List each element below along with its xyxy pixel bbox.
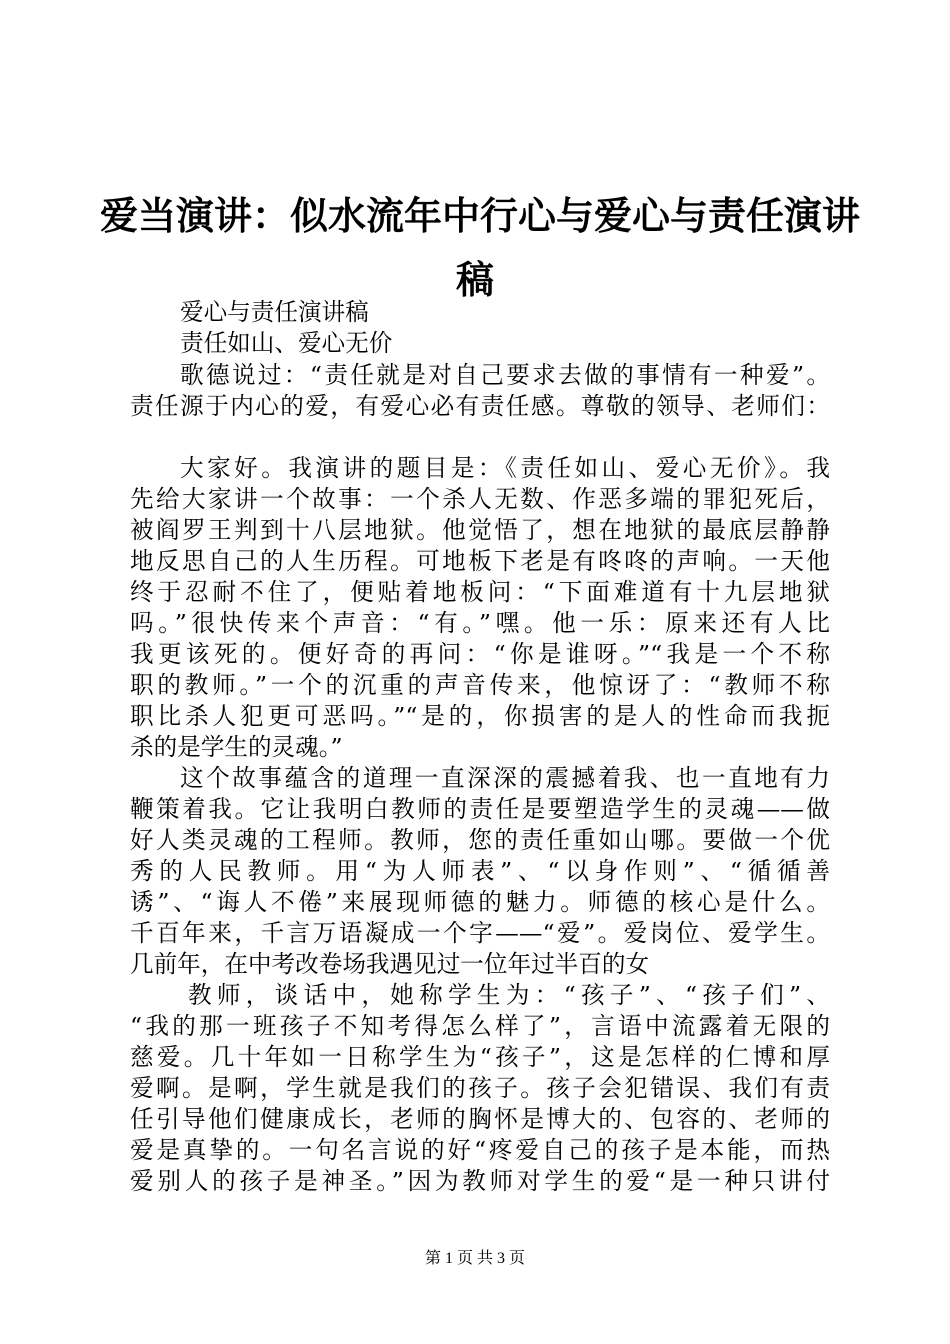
paragraph-line: 千百年来，千言万语凝成一个字——“爱”。爱岗位、爱学生。	[130, 919, 830, 947]
paragraph-line: 先给大家讲一个故事：一个杀人无数、作恶多端的罪犯死后，	[130, 485, 830, 513]
paragraph-line: 爱心与责任演讲稿	[180, 298, 369, 326]
paragraph-line: “我的那一班孩子不知考得怎么样了”，言语中流露着无限的	[130, 1012, 830, 1040]
paragraph-line: 歌德说过：“责任就是对自己要求去做的事情有一种爱”。	[180, 361, 830, 389]
paragraph-line: 吗。”很快传来个声音：“有。”嘿。他一乐：原来还有人比	[130, 609, 830, 637]
document-title	[100, 184, 861, 312]
paragraph-line: 大家好。我演讲的题目是：《责任如山、爱心无价》。我	[180, 454, 830, 482]
paragraph-line: 慈爱。几十年如一日称学生为“孩子”，这是怎样的仁博和厚	[130, 1043, 830, 1071]
paragraph-line: 责任源于内心的爱，有爱心必有责任感。尊敬的领导、老师们：	[130, 392, 830, 420]
paragraph-line: 诱”、“诲人不倦”来展现师德的魅力。师德的核心是什么。	[130, 888, 830, 916]
paragraph-line: 好人类灵魂的工程师。教师，您的责任重如山哪。要做一个优	[130, 826, 830, 854]
paragraph-line: 秀的人民教师。用“为人师表”、“以身作则”、“循循善	[130, 857, 830, 885]
paragraph-line: 终于忍耐不住了，便贴着地板问：“下面难道有十九层地狱	[130, 578, 830, 606]
paragraph-line: 地反思自己的人生历程。可地板下老是有咚咚的声响。一天他	[130, 547, 830, 575]
paragraph-line: 教师，谈话中，她称学生为：“孩子”、“孩子们”、	[188, 981, 830, 1009]
paragraph-line: 爱是真挚的。一句名言说的好“疼爱自己的孩子是本能，而热	[130, 1136, 830, 1164]
title-line-2: 稿	[455, 257, 494, 302]
title-line-1: 爱当演讲：似水流年中行心与爱心与责任演讲	[100, 193, 861, 238]
paragraph-line: 责任如山、爱心无价	[180, 329, 393, 357]
paragraph-line: 任引导他们健康成长，老师的胸怀是博大的、包容的、老师的	[130, 1105, 830, 1133]
paragraph-line: 爱别人的孩子是神圣。”因为教师对学生的爱“是一种只讲付	[130, 1167, 830, 1195]
paragraph-line: 职的教师。”一个的沉重的声音传来，他惊讶了：“教师不称	[130, 671, 830, 699]
page-footer: 第 1 页 共 3 页	[424, 1250, 525, 1267]
paragraph-line: 杀的是学生的灵魂。”	[130, 733, 343, 761]
paragraph-line: 职比杀人犯更可恶吗。”“是的，你损害的是人的性命而我扼	[130, 702, 830, 730]
paragraph-line: 被阎罗王判到十八层地狱。他觉悟了，想在地狱的最底层静静	[130, 516, 830, 544]
paragraph-line: 我更该死的。便好奇的再问：“你是谁呀。”“我是一个不称	[130, 640, 830, 668]
paragraph-line: 这个故事蕴含的道理一直深深的震撼着我、也一直地有力	[180, 764, 830, 792]
paragraph-line: 爱啊。是啊，学生就是我们的孩子。孩子会犯错误、我们有责	[130, 1074, 830, 1102]
paragraph-line: 几前年，在中考改卷场我遇见过一位年过半百的女	[130, 950, 650, 978]
paragraph-line: 鞭策着我。它让我明白教师的责任是要塑造学生的灵魂——做	[130, 795, 830, 823]
